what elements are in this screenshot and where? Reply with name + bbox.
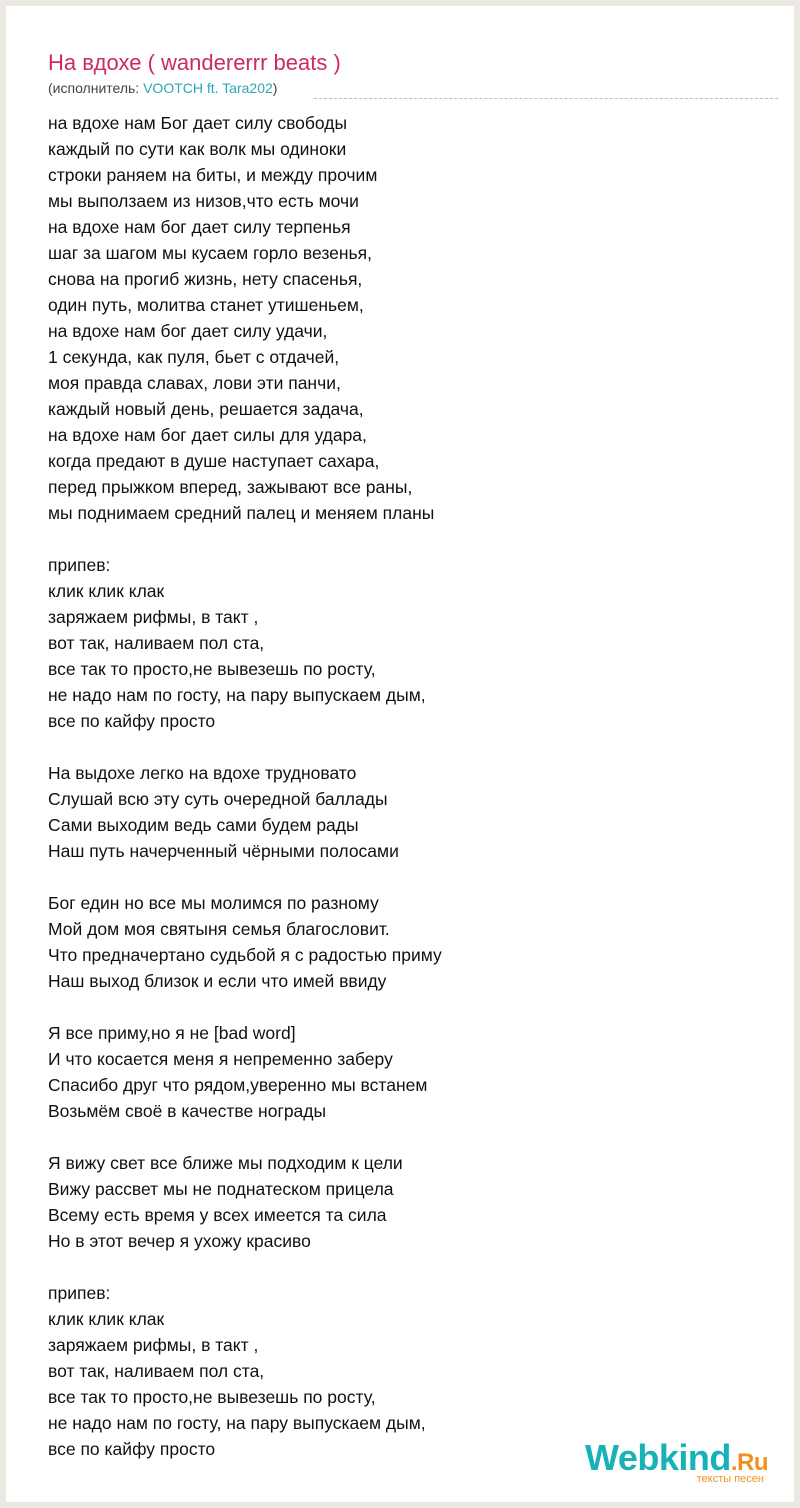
- lyrics-stanza: [48, 552, 442, 734]
- lyric-line: Я все приму,но я не [bad word]: [48, 1023, 296, 1043]
- lyric-line: Возьмём своё в качестве нограды: [48, 1101, 327, 1121]
- lyric-line: все по кайфу просто: [48, 1439, 216, 1459]
- lyric-line: на вдохе нам бог дает силы для удара,: [48, 425, 367, 445]
- lyric-line: клик клик клак: [48, 1309, 165, 1329]
- lyric-line: 1 секунда, как пуля, бьет с отдачей,: [48, 347, 340, 367]
- lyric-line: Мой дом моя святыня семья благословит.: [48, 919, 390, 939]
- lyrics-stanza: [48, 1020, 442, 1124]
- lyric-line: заряжаем рифмы, в такт ,: [48, 1335, 259, 1355]
- lyric-line: когда предают в душе наступает сахара,: [48, 451, 380, 471]
- lyric-line: клик клик клак: [48, 581, 165, 601]
- lyric-line: снова на прогиб жизнь, нету спасенья,: [48, 269, 363, 289]
- lyric-line: Бог един но все мы молимся по разному: [48, 893, 379, 913]
- lyric-line: Но в этот вечер я ухожу красиво: [48, 1231, 311, 1251]
- lyric-line: Что предначертано судьбой я с радостью приму: [48, 945, 442, 965]
- lyrics-stanza: [48, 760, 442, 864]
- lyric-line: И что косается меня я непременно заберу: [48, 1049, 393, 1069]
- lyric-line: вот так, наливаем пол ста,: [48, 633, 265, 653]
- lyric-line: все по кайфу просто: [48, 711, 216, 731]
- lyric-line: Вижу рассвет мы не поднатеском прицела: [48, 1179, 394, 1199]
- lyric-line: все так то просто,не вывезешь по росту,: [48, 659, 376, 679]
- lyrics-stanza: [48, 890, 442, 994]
- header-divider: [314, 98, 778, 99]
- artist-suffix: ): [272, 80, 278, 96]
- lyrics-body: [48, 110, 442, 1462]
- lyric-line: мы поднимаем средний палец и меняем планы: [48, 503, 435, 523]
- lyrics-stanza: [48, 1280, 442, 1462]
- lyric-line: каждый новый день, решается задача,: [48, 399, 364, 419]
- lyric-line: припев:: [48, 1283, 111, 1303]
- site-logo[interactable]: [584, 1437, 768, 1485]
- lyric-line: Сами выходим ведь сами будем рады: [48, 815, 359, 835]
- lyric-line: заряжаем рифмы, в такт ,: [48, 607, 259, 627]
- lyric-line: Спасибо друг что рядом,уверенно мы встанем: [48, 1075, 428, 1095]
- lyric-line: Наш путь начерченный чёрными полосами: [48, 841, 399, 861]
- lyric-line: моя правда славах, лови эти панчи,: [48, 373, 341, 393]
- logo-subtitle: тексты песен: [696, 1473, 764, 1485]
- lyric-line: мы выползаем из низов,что есть мочи: [48, 191, 359, 211]
- lyric-line: припев:: [48, 555, 111, 575]
- lyric-line: Я вижу свет все ближе мы подходим к цели: [48, 1153, 403, 1173]
- lyric-line: Слушай всю эту суть очередной баллады: [48, 789, 388, 809]
- lyric-line: не надо нам по госту, на пару выпускаем дым,: [48, 1413, 426, 1433]
- song-title: На вдохе ( wandererrr beats ): [48, 50, 341, 75]
- lyric-line: строки раняем на биты, и между прочим: [48, 165, 378, 185]
- lyric-line: перед прыжком вперед, зажывают все раны,: [48, 477, 413, 497]
- lyric-line: На выдохе легко на вдохе трудновато: [48, 763, 357, 783]
- artist-prefix: (исполнитель:: [48, 80, 144, 96]
- lyric-line: не надо нам по госту, на пару выпускаем дым,: [48, 685, 426, 705]
- lyric-line: на вдохе нам бог дает силу удачи,: [48, 321, 328, 341]
- lyric-line: на вдохе нам Бог дает силу свободы: [48, 113, 348, 133]
- lyric-line: один путь, молитва станет утишеньем,: [48, 295, 364, 315]
- lyrics-stanza: [48, 110, 442, 526]
- lyric-line: все так то просто,не вывезешь по росту,: [48, 1387, 376, 1407]
- logo-main-text: Webkind: [584, 1437, 731, 1478]
- lyrics-stanza: [48, 1150, 442, 1254]
- lyric-line: каждый по сути как волк мы одиноки: [48, 139, 347, 159]
- lyric-line: вот так, наливаем пол ста,: [48, 1361, 265, 1381]
- artist-link[interactable]: VOOTCH ft. Tara202: [143, 80, 273, 96]
- lyric-line: шаг за шагом мы кусаем горло везенья,: [48, 243, 373, 263]
- logo-tld: .Ru: [730, 1449, 768, 1476]
- lyric-line: Всему есть время у всех имеется та сила: [48, 1205, 387, 1225]
- artist-line: [48, 78, 277, 98]
- lyric-line: Наш выход близок и если что имей ввиду: [48, 971, 387, 991]
- lyric-line: на вдохе нам бог дает силу терпенья: [48, 217, 351, 237]
